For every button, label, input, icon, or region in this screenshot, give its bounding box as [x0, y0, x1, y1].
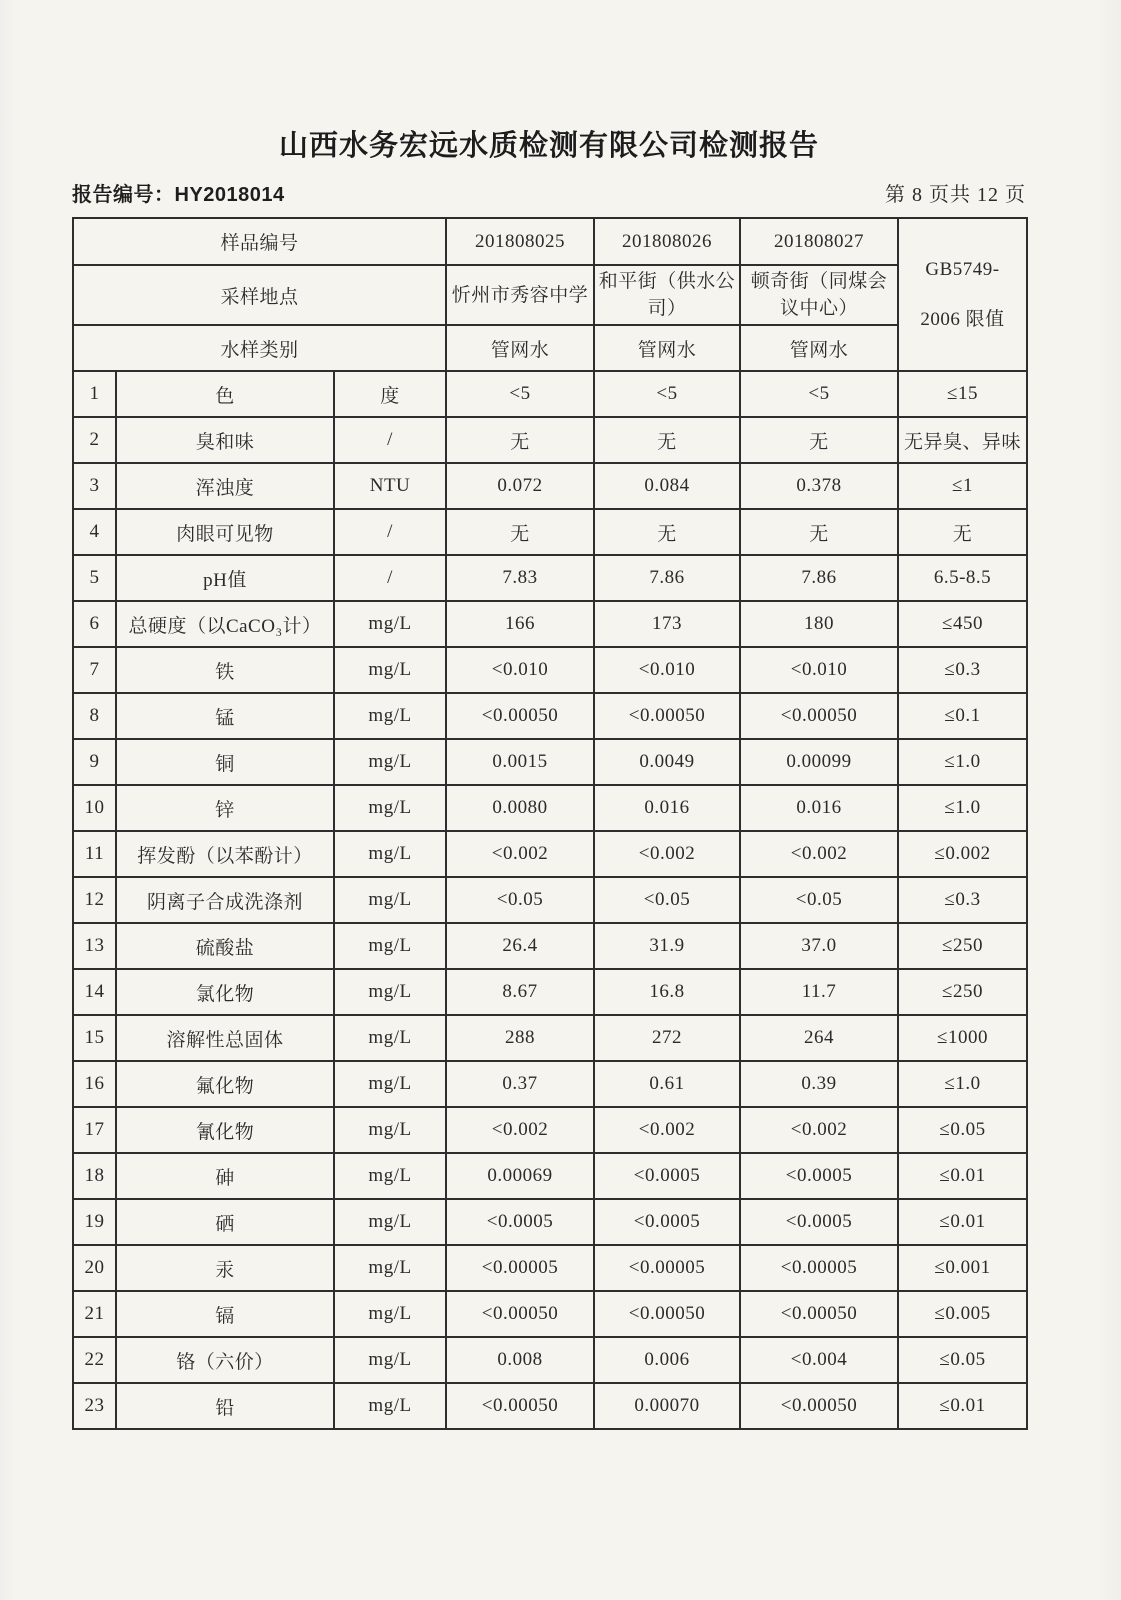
table-row	[73, 509, 1027, 555]
sample3-number: 201808027	[740, 218, 898, 265]
limit-value-cell: ≤15	[898, 371, 1027, 417]
item-name-cell: 锌	[116, 785, 334, 831]
unit-cell: mg/L	[334, 1245, 446, 1291]
item-name-cell: 铬（六价）	[116, 1337, 334, 1383]
sample1-value-cell: <0.0005	[446, 1199, 594, 1245]
sample1-value-cell: <5	[446, 371, 594, 417]
unit-cell: mg/L	[334, 923, 446, 969]
limit-value-cell: ≤0.01	[898, 1199, 1027, 1245]
sample2-value-cell: 7.86	[594, 555, 740, 601]
row-number-cell: 17	[73, 1107, 116, 1153]
item-name-cell: 溶解性总固体	[116, 1015, 334, 1061]
table-row	[73, 969, 1027, 1015]
row-number-cell: 1	[73, 371, 116, 417]
sample3-value-cell: 0.39	[740, 1061, 898, 1107]
sample3-value-cell: <0.002	[740, 831, 898, 877]
sample1-value-cell: 0.37	[446, 1061, 594, 1107]
item-name-cell: 挥发酚（以苯酚计）	[116, 831, 334, 877]
table-row	[73, 1199, 1027, 1245]
row-number-cell: 21	[73, 1291, 116, 1337]
sample2-value-cell: 无	[594, 509, 740, 555]
unit-cell: mg/L	[334, 1383, 446, 1429]
sample-site-label: 采样地点	[73, 265, 446, 325]
sample3-value-cell: 264	[740, 1015, 898, 1061]
row-number-cell: 22	[73, 1337, 116, 1383]
sample2-value-cell: <0.010	[594, 647, 740, 693]
sample3-value-cell: 0.016	[740, 785, 898, 831]
table-row	[73, 555, 1027, 601]
sample1-value-cell: 26.4	[446, 923, 594, 969]
item-name-cell: 氟化物	[116, 1061, 334, 1107]
unit-cell: mg/L	[334, 739, 446, 785]
limit-value-cell: ≤0.001	[898, 1245, 1027, 1291]
table-row	[73, 831, 1027, 877]
sample2-value-cell: <0.0005	[594, 1199, 740, 1245]
limit-value-cell: ≤1000	[898, 1015, 1027, 1061]
unit-cell: mg/L	[334, 1015, 446, 1061]
table-row	[73, 1383, 1027, 1429]
item-name-cell: 肉眼可见物	[116, 509, 334, 555]
row-number-cell: 6	[73, 601, 116, 647]
sample2-value-cell: 0.084	[594, 463, 740, 509]
sample2-value-cell: 16.8	[594, 969, 740, 1015]
item-name-cell: pH值	[116, 555, 334, 601]
sample3-value-cell: 0.00099	[740, 739, 898, 785]
row-number-cell: 5	[73, 555, 116, 601]
limit-value-cell: ≤250	[898, 923, 1027, 969]
unit-cell: mg/L	[334, 1153, 446, 1199]
row-number-cell: 13	[73, 923, 116, 969]
sample1-number: 201808025	[446, 218, 594, 265]
sample-number-label: 样品编号	[73, 218, 446, 265]
limit-value-cell: ≤0.05	[898, 1107, 1027, 1153]
item-name-cell: 阴离子合成洗涤剂	[116, 877, 334, 923]
sample1-value-cell: <0.002	[446, 831, 594, 877]
limit-value-cell: ≤250	[898, 969, 1027, 1015]
sample2-type: 管网水	[594, 325, 740, 371]
row-number-cell: 2	[73, 417, 116, 463]
table-row	[73, 877, 1027, 923]
item-name-cell: 汞	[116, 1245, 334, 1291]
table-row	[73, 601, 1027, 647]
sample3-value-cell: <0.0005	[740, 1153, 898, 1199]
row-number-cell: 10	[73, 785, 116, 831]
sample3-value-cell: 180	[740, 601, 898, 647]
sample2-value-cell: <0.00050	[594, 1291, 740, 1337]
table-row	[73, 1337, 1027, 1383]
sample3-value-cell: 7.86	[740, 555, 898, 601]
sample3-value-cell: <0.010	[740, 647, 898, 693]
results-table	[72, 217, 1028, 1430]
unit-cell: mg/L	[334, 1061, 446, 1107]
sample1-value-cell: <0.00050	[446, 693, 594, 739]
row-number-cell: 20	[73, 1245, 116, 1291]
limit-value-cell: 无异臭、异味	[898, 417, 1027, 463]
limit-value-cell: ≤1.0	[898, 785, 1027, 831]
sample3-value-cell: <0.05	[740, 877, 898, 923]
sample1-value-cell: <0.00050	[446, 1291, 594, 1337]
row-number-cell: 8	[73, 693, 116, 739]
item-name-cell: 色	[116, 371, 334, 417]
sample2-number: 201808026	[594, 218, 740, 265]
sample2-value-cell: 173	[594, 601, 740, 647]
sample3-value-cell: 0.378	[740, 463, 898, 509]
row-number-cell: 18	[73, 1153, 116, 1199]
limit-standard-gap	[901, 282, 1024, 308]
unit-cell: mg/L	[334, 785, 446, 831]
sample1-value-cell: <0.00050	[446, 1383, 594, 1429]
limit-value-cell: ≤450	[898, 601, 1027, 647]
sample2-value-cell: 0.006	[594, 1337, 740, 1383]
sample1-value-cell: 8.67	[446, 969, 594, 1015]
row-number-cell: 9	[73, 739, 116, 785]
unit-cell: /	[334, 509, 446, 555]
limit-value-cell: ≤0.01	[898, 1383, 1027, 1429]
unit-cell: mg/L	[334, 1291, 446, 1337]
sample3-value-cell: <0.002	[740, 1107, 898, 1153]
limit-value-cell: ≤0.1	[898, 693, 1027, 739]
limit-value-cell: ≤1	[898, 463, 1027, 509]
sample3-type: 管网水	[740, 325, 898, 371]
sample-type-row	[73, 325, 1027, 371]
table-row	[73, 647, 1027, 693]
page-indicator: 第 8 页共 12 页	[885, 184, 1026, 206]
sample2-site: 和平街（供水公司）	[594, 265, 740, 325]
table-row	[73, 463, 1027, 509]
sample2-value-cell: <0.05	[594, 877, 740, 923]
limit-value-cell: 6.5-8.5	[898, 555, 1027, 601]
table-row	[73, 1291, 1027, 1337]
sample3-value-cell: <0.0005	[740, 1199, 898, 1245]
sample3-value-cell: 37.0	[740, 923, 898, 969]
sample2-value-cell: <0.00005	[594, 1245, 740, 1291]
table-row	[73, 739, 1027, 785]
table-row	[73, 923, 1027, 969]
results-table-header	[73, 218, 1027, 371]
sample3-value-cell: <0.00005	[740, 1245, 898, 1291]
item-name-cell: 总硬度（以CaCO₃计）	[116, 601, 334, 647]
report-content	[72, 126, 1026, 1430]
sample3-value-cell: <0.00050	[740, 1291, 898, 1337]
limit-value-cell: 无	[898, 509, 1027, 555]
table-row	[73, 371, 1027, 417]
sample1-value-cell: 288	[446, 1015, 594, 1061]
sample1-value-cell: 无	[446, 509, 594, 555]
item-name-cell: 铜	[116, 739, 334, 785]
row-number-cell: 11	[73, 831, 116, 877]
table-row	[73, 1015, 1027, 1061]
sample1-value-cell: 0.072	[446, 463, 594, 509]
sample3-value-cell: 11.7	[740, 969, 898, 1015]
row-number-cell: 7	[73, 647, 116, 693]
sample2-value-cell: 31.9	[594, 923, 740, 969]
row-number-cell: 14	[73, 969, 116, 1015]
limit-standard-line1: GB5749-	[925, 258, 1000, 280]
sample3-value-cell: 无	[740, 417, 898, 463]
sample2-value-cell: 0.0049	[594, 739, 740, 785]
sample-site-row	[73, 265, 1027, 325]
unit-cell: mg/L	[334, 647, 446, 693]
item-name-cell: 硒	[116, 1199, 334, 1245]
report-meta-row	[72, 182, 1026, 208]
limit-value-cell: ≤0.002	[898, 831, 1027, 877]
item-name-cell: 铅	[116, 1383, 334, 1429]
unit-cell: mg/L	[334, 1337, 446, 1383]
unit-cell: mg/L	[334, 831, 446, 877]
sample3-value-cell: <0.00050	[740, 1383, 898, 1429]
item-name-cell: 镉	[116, 1291, 334, 1337]
sample2-value-cell: 0.61	[594, 1061, 740, 1107]
sample1-value-cell: 0.0080	[446, 785, 594, 831]
limit-value-cell: ≤1.0	[898, 739, 1027, 785]
sample1-type: 管网水	[446, 325, 594, 371]
sample2-value-cell: 无	[594, 417, 740, 463]
item-name-cell: 砷	[116, 1153, 334, 1199]
item-name-cell: 氯化物	[116, 969, 334, 1015]
unit-cell: /	[334, 417, 446, 463]
table-row	[73, 1061, 1027, 1107]
sample3-value-cell: 无	[740, 509, 898, 555]
sample2-value-cell: 272	[594, 1015, 740, 1061]
report-number: 报告编号：HY2018014	[72, 184, 285, 206]
sample1-site: 忻州市秀容中学	[446, 265, 594, 325]
unit-cell: mg/L	[334, 1199, 446, 1245]
row-number-cell: 16	[73, 1061, 116, 1107]
unit-cell: mg/L	[334, 877, 446, 923]
limit-value-cell: ≤0.05	[898, 1337, 1027, 1383]
item-name-cell: 氰化物	[116, 1107, 334, 1153]
row-number-cell: 15	[73, 1015, 116, 1061]
report-title: 山西水务宏远水质检测有限公司检测报告	[278, 130, 819, 162]
sample2-value-cell: <0.0005	[594, 1153, 740, 1199]
item-name-cell: 锰	[116, 693, 334, 739]
sample2-value-cell: <0.00050	[594, 693, 740, 739]
sample1-value-cell: 0.0015	[446, 739, 594, 785]
sample-number-row	[73, 218, 1027, 265]
row-number-cell: 3	[73, 463, 116, 509]
unit-cell: mg/L	[334, 601, 446, 647]
item-name-cell: 臭和味	[116, 417, 334, 463]
sample3-value-cell: <0.00050	[740, 693, 898, 739]
unit-cell: 度	[334, 371, 446, 417]
sample3-value-cell: <0.004	[740, 1337, 898, 1383]
unit-cell: mg/L	[334, 693, 446, 739]
sample1-value-cell: <0.00005	[446, 1245, 594, 1291]
limit-standard-header	[898, 218, 1027, 371]
sample1-value-cell: <0.010	[446, 647, 594, 693]
unit-cell: mg/L	[334, 1107, 446, 1153]
table-row	[73, 1107, 1027, 1153]
unit-cell: /	[334, 555, 446, 601]
sample1-value-cell: 0.008	[446, 1337, 594, 1383]
row-number-cell: 4	[73, 509, 116, 555]
row-number-cell: 19	[73, 1199, 116, 1245]
sample2-value-cell: 0.00070	[594, 1383, 740, 1429]
limit-value-cell: ≤0.3	[898, 877, 1027, 923]
sample3-site: 顿奇街（同煤会议中心）	[740, 265, 898, 325]
limit-standard-line2: 2006 限值	[920, 308, 1005, 330]
sample2-value-cell: <0.002	[594, 831, 740, 877]
sample1-value-cell: 0.00069	[446, 1153, 594, 1199]
sample1-value-cell: 7.83	[446, 555, 594, 601]
results-table-body	[73, 371, 1027, 1429]
item-name-cell: 硫酸盐	[116, 923, 334, 969]
unit-cell: NTU	[334, 463, 446, 509]
table-row	[73, 1245, 1027, 1291]
limit-value-cell: ≤0.3	[898, 647, 1027, 693]
limit-value-cell: ≤0.005	[898, 1291, 1027, 1337]
table-row	[73, 417, 1027, 463]
sample2-value-cell: <5	[594, 371, 740, 417]
sample1-value-cell: 无	[446, 417, 594, 463]
sample1-value-cell: 166	[446, 601, 594, 647]
sample1-value-cell: <0.05	[446, 877, 594, 923]
sample2-value-cell: <0.002	[594, 1107, 740, 1153]
table-row	[73, 1153, 1027, 1199]
limit-value-cell: ≤0.01	[898, 1153, 1027, 1199]
sample-type-label: 水样类别	[73, 325, 446, 371]
unit-cell: mg/L	[334, 969, 446, 1015]
sample3-value-cell: <5	[740, 371, 898, 417]
item-name-cell: 铁	[116, 647, 334, 693]
table-row	[73, 785, 1027, 831]
table-row	[73, 693, 1027, 739]
sample1-value-cell: <0.002	[446, 1107, 594, 1153]
row-number-cell: 12	[73, 877, 116, 923]
limit-value-cell: ≤1.0	[898, 1061, 1027, 1107]
row-number-cell: 23	[73, 1383, 116, 1429]
item-name-cell: 浑浊度	[116, 463, 334, 509]
sample2-value-cell: 0.016	[594, 785, 740, 831]
